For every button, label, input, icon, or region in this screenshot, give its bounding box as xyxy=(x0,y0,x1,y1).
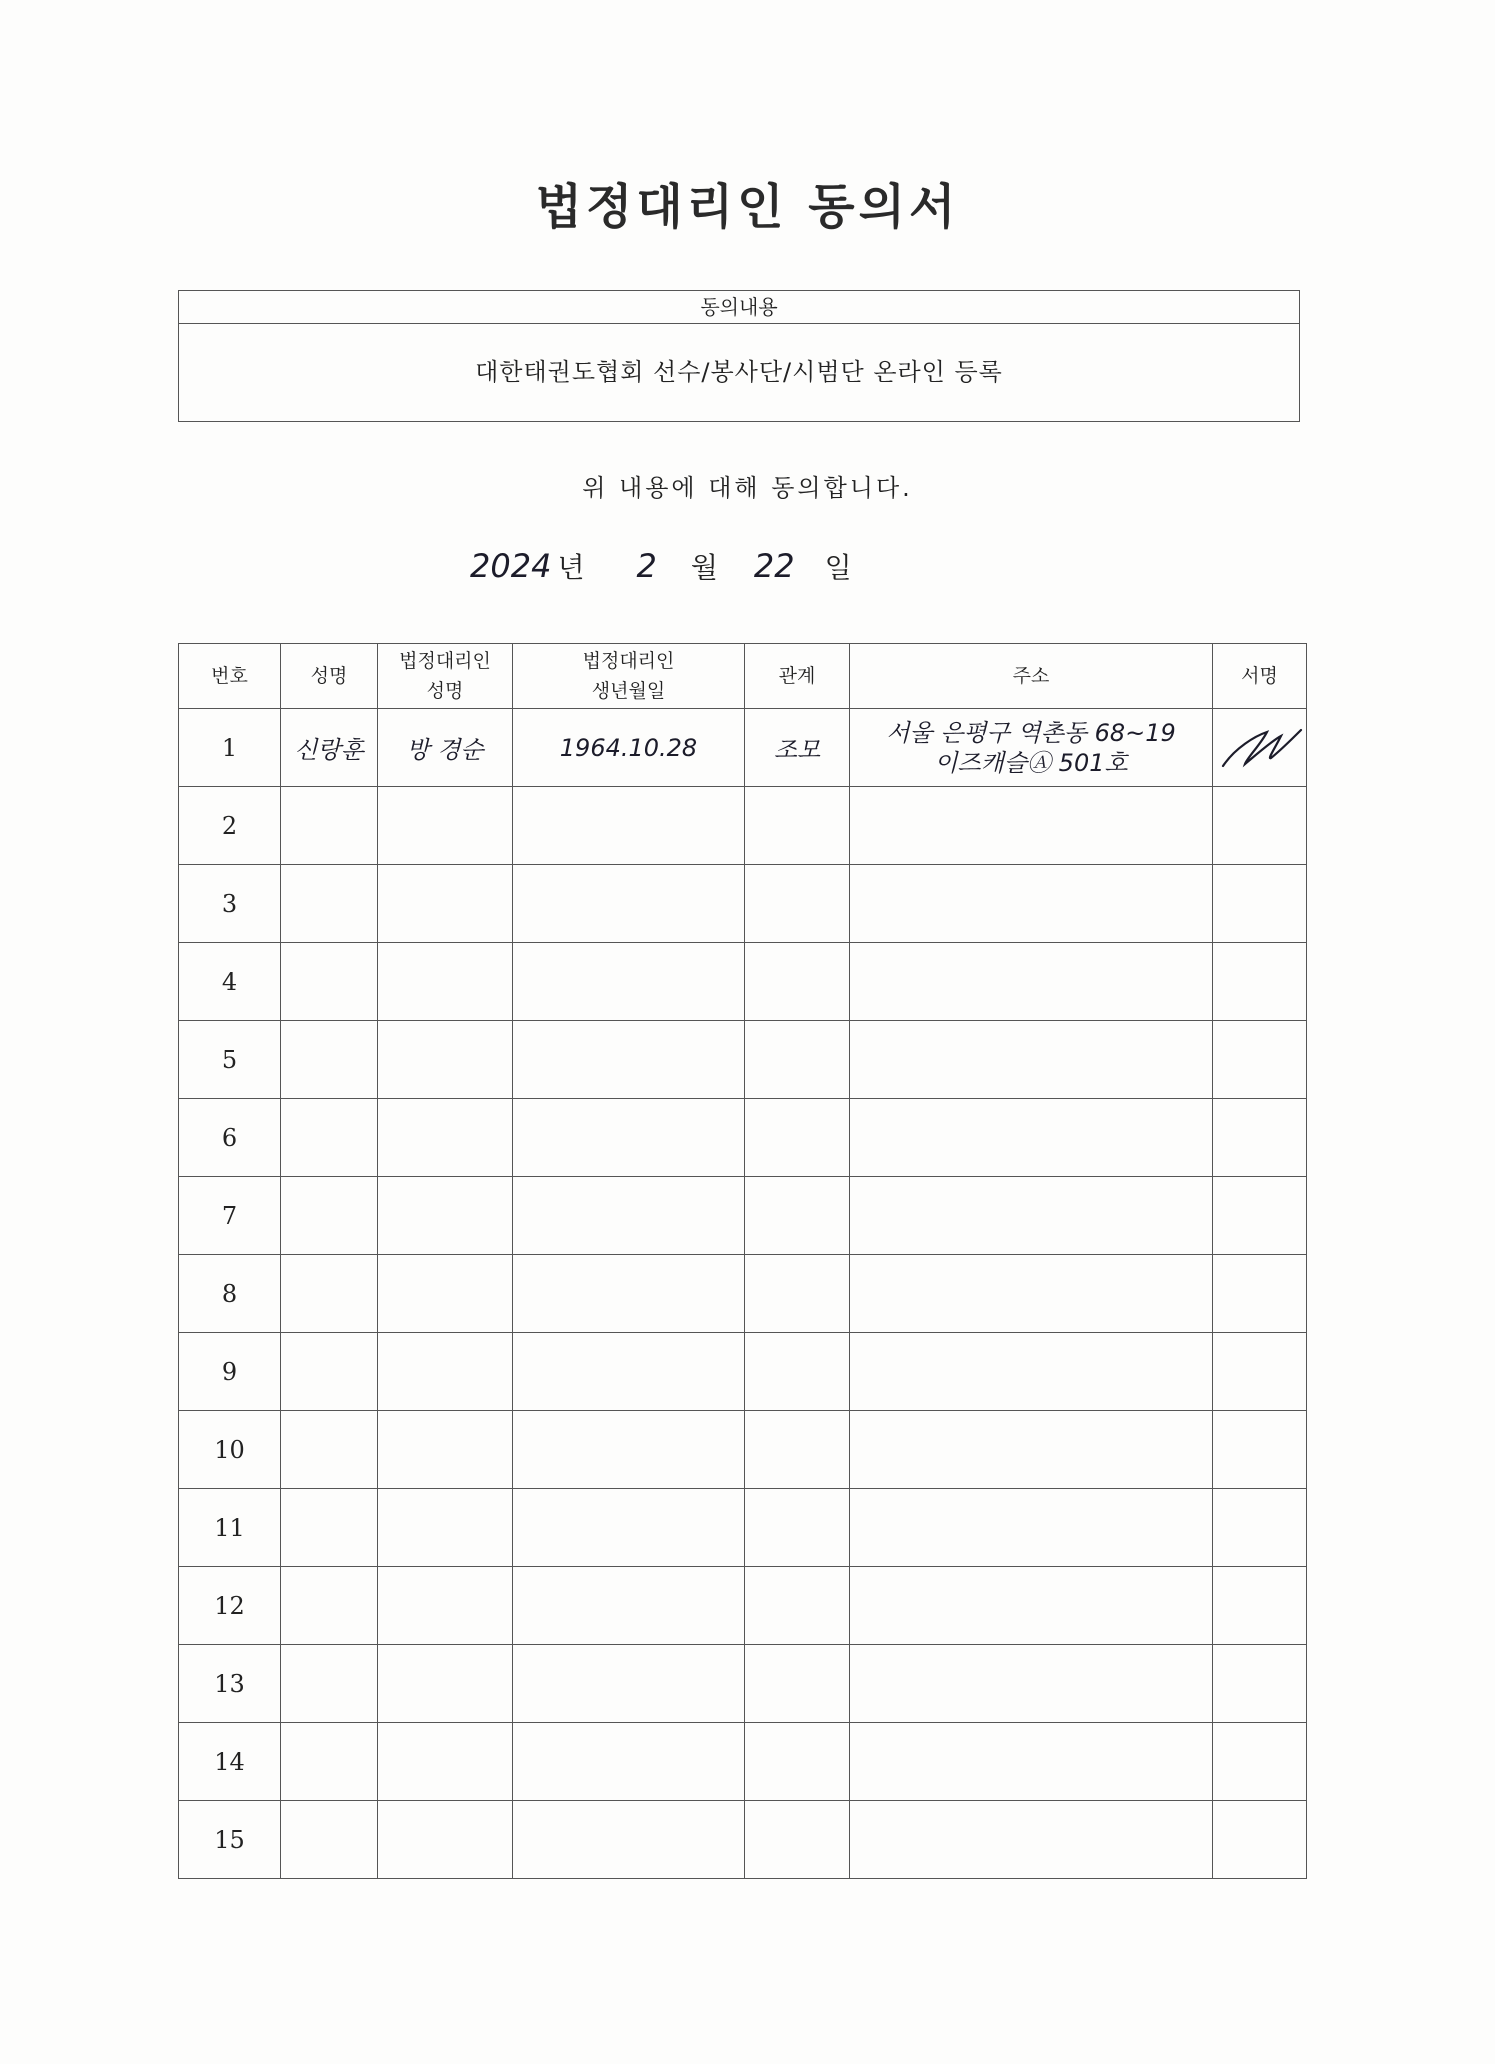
table-row xyxy=(179,1411,1307,1489)
header-guardian-name-line2: 성명 xyxy=(426,680,464,702)
table-row xyxy=(179,1177,1307,1255)
table-row xyxy=(179,1255,1307,1333)
agreement-statement: 위 내용에 대해 동의합니다. xyxy=(582,474,913,502)
row-number: 1 xyxy=(179,709,281,787)
table-row xyxy=(179,943,1307,1021)
header-guardian-birth-line1: 법정대리인 xyxy=(582,650,675,672)
row-number: 10 xyxy=(179,1411,281,1489)
table-header-row xyxy=(179,644,1307,709)
document-title: 법정대리인 동의서 xyxy=(535,179,960,235)
row-number: 4 xyxy=(179,943,281,1021)
header-guardian-birth-line2: 생년월일 xyxy=(591,680,666,702)
header-address: 주소 xyxy=(850,644,1213,709)
table-row xyxy=(179,1645,1307,1723)
date-line xyxy=(470,546,852,586)
row-signature xyxy=(1213,709,1307,787)
table-row xyxy=(179,1801,1307,1879)
row-address-line1: 서울 은평구 역촌동 68~19 xyxy=(886,718,1176,747)
row-number: 13 xyxy=(179,1645,281,1723)
row-guardian-birth: 1964.10.28 xyxy=(513,709,745,787)
row-relation: 조모 xyxy=(745,709,850,787)
row-number: 5 xyxy=(179,1021,281,1099)
row-number: 15 xyxy=(179,1801,281,1879)
table-row xyxy=(179,865,1307,943)
row-number: 8 xyxy=(179,1255,281,1333)
header-guardian-name xyxy=(378,644,513,709)
table-row xyxy=(179,1021,1307,1099)
row-number: 9 xyxy=(179,1333,281,1411)
header-name: 성명 xyxy=(281,644,378,709)
table-row xyxy=(179,787,1307,865)
guardian-table xyxy=(178,643,1307,1879)
table-row xyxy=(179,1099,1307,1177)
consent-content: 대한태권도협회 선수/봉사단/시범단 온라인 등록 xyxy=(475,358,1003,386)
row-number: 7 xyxy=(179,1177,281,1255)
table-row xyxy=(179,709,1307,787)
table-row xyxy=(179,1333,1307,1411)
header-guardian-name-line1: 법정대리인 xyxy=(399,650,491,672)
row-address-line2: 이즈캐슬Ⓐ 501호 xyxy=(934,748,1128,777)
row-number: 6 xyxy=(179,1099,281,1177)
row-address xyxy=(850,709,1213,787)
header-signature: 서명 xyxy=(1213,644,1307,709)
date-day: 22 xyxy=(753,547,795,585)
consent-box xyxy=(178,290,1300,422)
row-guardian-name: 방 경순 xyxy=(378,709,513,787)
header-guardian-birth xyxy=(513,644,745,709)
date-year: 2024 xyxy=(470,547,552,585)
table-row xyxy=(179,1489,1307,1567)
consent-header: 동의내용 xyxy=(179,291,1299,324)
handwritten-signature xyxy=(1215,718,1305,778)
row-name: 신랑훈 xyxy=(281,709,378,787)
row-number: 12 xyxy=(179,1567,281,1645)
row-number: 2 xyxy=(179,787,281,865)
date-month: 2 xyxy=(636,547,657,585)
header-no: 번호 xyxy=(179,644,281,709)
table-row xyxy=(179,1567,1307,1645)
date-year-label: 년 xyxy=(557,551,585,584)
row-number: 11 xyxy=(179,1489,281,1567)
date-day-label: 일 xyxy=(824,551,852,584)
date-month-label: 월 xyxy=(690,551,718,584)
table-row xyxy=(179,1723,1307,1801)
row-number: 14 xyxy=(179,1723,281,1801)
row-number: 3 xyxy=(179,865,281,943)
header-relation: 관계 xyxy=(745,644,850,709)
